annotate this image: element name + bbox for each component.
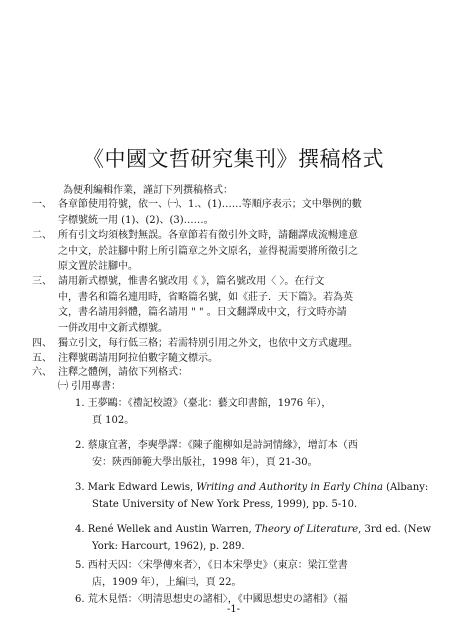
reference-title: Writing and Authority in Early China <box>196 482 383 493</box>
reference-text: (Albany: <box>382 482 429 493</box>
reference-4 <box>75 521 431 555</box>
reference-1 <box>75 395 331 429</box>
reference-5 <box>75 557 348 591</box>
rule-number: 六、 <box>32 367 52 378</box>
subsection-heading: ㈠ 引用專書： <box>58 381 122 392</box>
reference-line: 6. 荒木見悟：〈明清思想史の諸相〉，《中國思想史の諸相》（福 <box>75 594 348 605</box>
rule-line: 原文置於註腳中。 <box>58 261 138 272</box>
reference-line: 店，1909 年），上編㈢，頁 22。 <box>92 577 242 588</box>
reference-text: 3. Mark Edward Lewis, <box>75 482 197 493</box>
reference-3 <box>75 479 428 513</box>
page-title: 《中國文哲研究集刊》撰稿格式 <box>83 147 384 171</box>
rule-line: 各章節使用符號，依一、㈠、1.、(1)……等順序表示；文中舉例的數 <box>58 199 362 210</box>
reference-line: 1. 王夢鷗：《禮記校證》（臺北：藝文印書館，1976 年）， <box>75 398 332 409</box>
intro-text: 為便利編輯作業，謹訂下列撰稿格式： <box>63 185 233 196</box>
reference-line: 安：陝西師範大學出版社，1998 年），頁 21-30。 <box>92 457 318 468</box>
reference-line: 5. 西村天囚：〈宋學傳來者〉，《日本宋學史》（東京：梁江堂書 <box>75 560 348 571</box>
rule-line: 獨立引文，每行低三格；若需特別引用之外文，也依中文方式處理。 <box>58 338 358 349</box>
reference-text: 4. René Wellek and Austin Warren, <box>75 524 255 535</box>
rule-line: 所有引文均須核對無誤。各章節若有徵引外文時，請翻譯成流暢達意 <box>58 230 358 241</box>
rule-line: 注釋之體例，請依下列格式： <box>58 367 188 378</box>
rule-number: 三、 <box>32 276 52 287</box>
reference-line: 頁 102。 <box>92 415 135 426</box>
reference-title: Theory of Literature <box>254 524 359 535</box>
reference-line: York: Harcourt, 1962), p. 289. <box>92 541 245 552</box>
rule-number: 四、 <box>32 338 52 349</box>
reference-2 <box>75 437 358 471</box>
reference-line: State University of New York Press, 1999), pp. 5-10. <box>92 499 358 510</box>
rule-line: 注釋號碼請用阿拉伯數字隨文標示。 <box>58 353 218 364</box>
rule-number: 五、 <box>32 353 52 364</box>
reference-text: , 3rd ed. (New <box>358 524 432 535</box>
rule-line: 一併改用中文新式標號。 <box>58 322 168 334</box>
rule-line: 之中文，於註腳中附上所引篇章之外文原名，並得視需要將所徵引之 <box>58 245 358 257</box>
rule-line: 字標號統一用 (1)、(2)、(3)……。 <box>58 214 214 226</box>
rule-line: 請用新式標號，惟書名號改用《 》，篇名號改用〈 〉。在行文 <box>58 276 325 287</box>
rule-line: 中，書名和篇名連用時，省略篇名號，如《莊子．天下篇》。若為英 <box>58 291 353 303</box>
page-number: -1- <box>226 604 241 615</box>
rule-line: 文，書名請用斜體，篇名請用 " " 。日文翻譯成中文，行文時亦請 <box>58 307 347 318</box>
rule-number: 一、 <box>32 199 52 210</box>
rule-number: 二、 <box>32 230 52 241</box>
reference-line: 2. 蔡康宜著，李奭學譯：《陳子龍柳如是詩詞情緣》，增訂本（西 <box>75 440 358 451</box>
